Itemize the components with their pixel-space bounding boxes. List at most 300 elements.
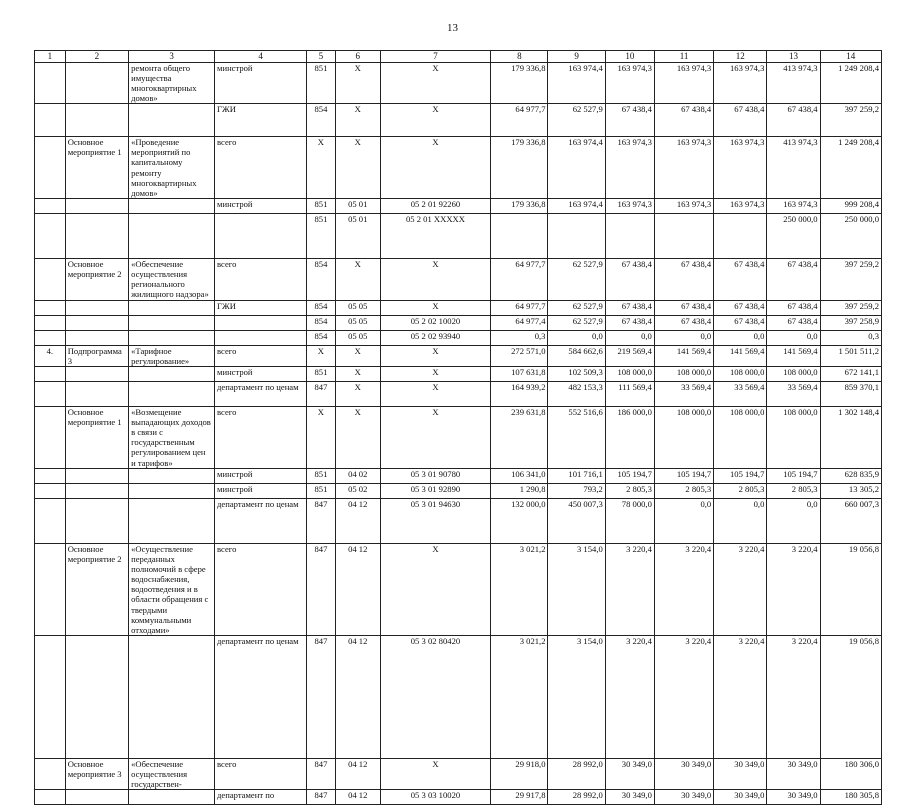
section-cell: 04 12 bbox=[335, 543, 380, 635]
amount-cell: 67 438,4 bbox=[714, 300, 767, 315]
row-number-cell bbox=[35, 498, 66, 543]
amount-cell: 105 194,7 bbox=[605, 468, 654, 483]
amount-cell: 107 631,8 bbox=[491, 366, 548, 381]
table-row bbox=[35, 104, 882, 137]
row-number-cell bbox=[35, 758, 66, 789]
executor-cell: департамент по ценам bbox=[215, 498, 307, 543]
amount-cell: 164 939,2 bbox=[491, 381, 548, 406]
section-cell: 05 05 bbox=[335, 315, 380, 330]
column-header: 2 bbox=[65, 51, 128, 63]
table-row bbox=[35, 381, 882, 406]
amount-cell: 3 021,2 bbox=[491, 543, 548, 635]
title-cell: «Обеспечение осуществления государствен- bbox=[129, 758, 215, 789]
row-number-cell bbox=[35, 214, 66, 259]
amount-cell: 1 249 208,4 bbox=[820, 62, 881, 104]
column-header: 6 bbox=[335, 51, 380, 63]
column-header: 7 bbox=[380, 51, 490, 63]
amount-cell: 2 805,3 bbox=[714, 483, 767, 498]
amount-cell: 30 349,0 bbox=[767, 790, 820, 805]
target-article-cell: 05 2 02 93940 bbox=[380, 330, 490, 345]
column-header: 9 bbox=[548, 51, 605, 63]
table-row bbox=[35, 137, 882, 199]
program-cell bbox=[65, 330, 128, 345]
amount-cell: 30 349,0 bbox=[605, 790, 654, 805]
amount-cell: 29 918,0 bbox=[491, 758, 548, 789]
row-number-cell bbox=[35, 300, 66, 315]
grbs-cell: 847 bbox=[307, 381, 336, 406]
amount-cell: 413 974,3 bbox=[767, 137, 820, 199]
target-article-cell: 05 2 01 92260 bbox=[380, 199, 490, 214]
row-number-cell bbox=[35, 366, 66, 381]
row-number-cell bbox=[35, 330, 66, 345]
program-cell bbox=[65, 483, 128, 498]
amount-cell: 0,0 bbox=[767, 330, 820, 345]
amount-cell: 108 000,0 bbox=[654, 406, 713, 468]
amount-cell: 3 154,0 bbox=[548, 635, 605, 758]
grbs-cell: 847 bbox=[307, 790, 336, 805]
section-cell: 04 12 bbox=[335, 498, 380, 543]
title-cell bbox=[129, 498, 215, 543]
section-cell: 05 05 bbox=[335, 330, 380, 345]
amount-cell: 179 336,8 bbox=[491, 137, 548, 199]
amount-cell bbox=[605, 214, 654, 259]
amount-cell: 250 000,0 bbox=[767, 214, 820, 259]
grbs-cell: 847 bbox=[307, 543, 336, 635]
executor-cell: всего bbox=[215, 137, 307, 199]
row-number-cell bbox=[35, 468, 66, 483]
title-cell: «Осуществление переданных полномочий в сфере водоснабжения, водоотведения и в области обращения с твердыми коммунальными отходами» bbox=[129, 543, 215, 635]
table-row bbox=[35, 345, 882, 366]
amount-cell bbox=[548, 214, 605, 259]
table-row bbox=[35, 483, 882, 498]
target-article-cell: X bbox=[380, 406, 490, 468]
amount-cell: 19 056,8 bbox=[820, 635, 881, 758]
row-number-cell bbox=[35, 381, 66, 406]
grbs-cell: 851 bbox=[307, 483, 336, 498]
section-cell: 05 02 bbox=[335, 483, 380, 498]
executor-cell: всего bbox=[215, 406, 307, 468]
table-row bbox=[35, 366, 882, 381]
title-cell: «Обеспечение осуществления регионального жилищного надзора» bbox=[129, 259, 215, 301]
amount-cell: 413 974,3 bbox=[767, 62, 820, 104]
amount-cell: 0,0 bbox=[654, 498, 713, 543]
amount-cell: 163 974,3 bbox=[605, 137, 654, 199]
program-cell bbox=[65, 381, 128, 406]
table-row bbox=[35, 758, 882, 789]
amount-cell: 102 509,3 bbox=[548, 366, 605, 381]
amount-cell: 163 974,3 bbox=[714, 62, 767, 104]
title-cell bbox=[129, 315, 215, 330]
amount-cell: 28 992,0 bbox=[548, 790, 605, 805]
amount-cell: 163 974,4 bbox=[548, 62, 605, 104]
grbs-cell: 851 bbox=[307, 468, 336, 483]
amount-cell: 67 438,4 bbox=[654, 259, 713, 301]
amount-cell: 67 438,4 bbox=[654, 104, 713, 137]
column-header: 4 bbox=[215, 51, 307, 63]
amount-cell: 180 305,8 bbox=[820, 790, 881, 805]
amount-cell: 163 974,3 bbox=[654, 199, 713, 214]
program-cell: Основное мероприятие 2 bbox=[65, 259, 128, 301]
column-number-row bbox=[35, 51, 882, 63]
table-row bbox=[35, 498, 882, 543]
table-row bbox=[35, 214, 882, 259]
amount-cell: 30 349,0 bbox=[654, 758, 713, 789]
amount-cell: 0,3 bbox=[491, 330, 548, 345]
amount-cell: 33 569,4 bbox=[714, 381, 767, 406]
amount-cell: 13 305,2 bbox=[820, 483, 881, 498]
amount-cell: 62 527,9 bbox=[548, 300, 605, 315]
amount-cell: 105 194,7 bbox=[654, 468, 713, 483]
executor-cell: департамент по bbox=[215, 790, 307, 805]
title-cell bbox=[129, 483, 215, 498]
amount-cell: 108 000,0 bbox=[767, 406, 820, 468]
grbs-cell: X bbox=[307, 406, 336, 468]
page-number: 13 bbox=[447, 22, 458, 34]
amount-cell: 628 835,9 bbox=[820, 468, 881, 483]
target-article-cell: 05 3 02 80420 bbox=[380, 635, 490, 758]
grbs-cell: 847 bbox=[307, 498, 336, 543]
target-article-cell: 05 2 01 XXXXX bbox=[380, 214, 490, 259]
row-number-cell bbox=[35, 62, 66, 104]
amount-cell: 2 805,3 bbox=[605, 483, 654, 498]
table-row bbox=[35, 543, 882, 635]
amount-cell: 660 007,3 bbox=[820, 498, 881, 543]
grbs-cell: 854 bbox=[307, 300, 336, 315]
amount-cell: 28 992,0 bbox=[548, 758, 605, 789]
section-cell: X bbox=[335, 381, 380, 406]
amount-cell: 1 249 208,4 bbox=[820, 137, 881, 199]
target-article-cell: X bbox=[380, 758, 490, 789]
title-cell: ремонта общего имущества многоквартирных домов» bbox=[129, 62, 215, 104]
amount-cell: 180 306,0 bbox=[820, 758, 881, 789]
table-row bbox=[35, 330, 882, 345]
target-article-cell: X bbox=[380, 259, 490, 301]
section-cell: X bbox=[335, 104, 380, 137]
amount-cell: 67 438,4 bbox=[767, 259, 820, 301]
title-cell: «Возмещение выпадающих доходов в связи с государственным регулированием цен и тарифов» bbox=[129, 406, 215, 468]
title-cell bbox=[129, 381, 215, 406]
amount-cell: 108 000,0 bbox=[654, 366, 713, 381]
program-cell bbox=[65, 498, 128, 543]
title-cell bbox=[129, 366, 215, 381]
amount-cell: 163 974,3 bbox=[654, 137, 713, 199]
amount-cell: 33 569,4 bbox=[767, 381, 820, 406]
table-row bbox=[35, 635, 882, 758]
amount-cell: 111 569,4 bbox=[605, 381, 654, 406]
target-article-cell: X bbox=[380, 104, 490, 137]
target-article-cell: X bbox=[380, 381, 490, 406]
program-cell: Основное мероприятие 3 bbox=[65, 758, 128, 789]
amount-cell: 3 220,4 bbox=[714, 635, 767, 758]
grbs-cell: 854 bbox=[307, 259, 336, 301]
table-row bbox=[35, 790, 882, 805]
row-number-cell bbox=[35, 483, 66, 498]
amount-cell: 19 056,8 bbox=[820, 543, 881, 635]
amount-cell bbox=[654, 214, 713, 259]
amount-cell: 67 438,4 bbox=[714, 315, 767, 330]
amount-cell: 272 571,0 bbox=[491, 345, 548, 366]
amount-cell: 163 974,3 bbox=[714, 199, 767, 214]
amount-cell: 3 220,4 bbox=[605, 543, 654, 635]
column-header: 3 bbox=[129, 51, 215, 63]
section-cell: 04 02 bbox=[335, 468, 380, 483]
title-cell: «Тарифное регулирование» bbox=[129, 345, 215, 366]
amount-cell: 163 974,3 bbox=[605, 62, 654, 104]
amount-cell: 552 516,6 bbox=[548, 406, 605, 468]
grbs-cell: 851 bbox=[307, 62, 336, 104]
amount-cell bbox=[714, 214, 767, 259]
amount-cell: 30 349,0 bbox=[714, 758, 767, 789]
program-cell bbox=[65, 300, 128, 315]
amount-cell: 163 974,3 bbox=[714, 137, 767, 199]
grbs-cell: 851 bbox=[307, 214, 336, 259]
column-header: 10 bbox=[605, 51, 654, 63]
amount-cell: 29 917,8 bbox=[491, 790, 548, 805]
executor-cell: минстрой bbox=[215, 468, 307, 483]
section-cell: 04 12 bbox=[335, 635, 380, 758]
column-header: 13 bbox=[767, 51, 820, 63]
program-cell: Основное мероприятие 2 bbox=[65, 543, 128, 635]
executor-cell: всего bbox=[215, 758, 307, 789]
executor-cell: ГЖИ bbox=[215, 300, 307, 315]
amount-cell: 30 349,0 bbox=[767, 758, 820, 789]
target-article-cell: 05 3 01 92890 bbox=[380, 483, 490, 498]
amount-cell: 67 438,4 bbox=[605, 300, 654, 315]
section-cell: 05 01 bbox=[335, 199, 380, 214]
program-cell bbox=[65, 62, 128, 104]
section-cell: X bbox=[335, 366, 380, 381]
program-cell bbox=[65, 468, 128, 483]
column-header: 8 bbox=[491, 51, 548, 63]
program-cell bbox=[65, 315, 128, 330]
section-cell: 05 01 bbox=[335, 214, 380, 259]
section-cell: 04 12 bbox=[335, 758, 380, 789]
grbs-cell: 854 bbox=[307, 315, 336, 330]
executor-cell bbox=[215, 330, 307, 345]
title-cell bbox=[129, 104, 215, 137]
amount-cell: 2 805,3 bbox=[654, 483, 713, 498]
executor-cell bbox=[215, 315, 307, 330]
amount-cell: 30 349,0 bbox=[714, 790, 767, 805]
amount-cell: 163 974,4 bbox=[548, 199, 605, 214]
target-article-cell: X bbox=[380, 366, 490, 381]
amount-cell: 141 569,4 bbox=[714, 345, 767, 366]
program-cell bbox=[65, 790, 128, 805]
row-number-cell bbox=[35, 543, 66, 635]
amount-cell: 0,0 bbox=[714, 330, 767, 345]
title-cell bbox=[129, 330, 215, 345]
grbs-cell: 851 bbox=[307, 199, 336, 214]
row-number-cell bbox=[35, 406, 66, 468]
section-cell: 04 12 bbox=[335, 790, 380, 805]
row-number-cell bbox=[35, 315, 66, 330]
title-cell bbox=[129, 300, 215, 315]
column-header: 5 bbox=[307, 51, 336, 63]
title-cell bbox=[129, 635, 215, 758]
section-cell: X bbox=[335, 137, 380, 199]
amount-cell: 67 438,4 bbox=[605, 104, 654, 137]
section-cell: X bbox=[335, 345, 380, 366]
amount-cell: 1 290,8 bbox=[491, 483, 548, 498]
column-header: 11 bbox=[654, 51, 713, 63]
row-number-cell bbox=[35, 259, 66, 301]
amount-cell: 397 259,2 bbox=[820, 104, 881, 137]
target-article-cell: X bbox=[380, 345, 490, 366]
row-number-cell bbox=[35, 199, 66, 214]
amount-cell: 141 569,4 bbox=[767, 345, 820, 366]
grbs-cell: 854 bbox=[307, 330, 336, 345]
amount-cell bbox=[491, 214, 548, 259]
column-header: 1 bbox=[35, 51, 66, 63]
amount-cell: 78 000,0 bbox=[605, 498, 654, 543]
amount-cell: 397 258,9 bbox=[820, 315, 881, 330]
row-number-cell bbox=[35, 635, 66, 758]
amount-cell: 179 336,8 bbox=[491, 199, 548, 214]
amount-cell: 141 569,4 bbox=[654, 345, 713, 366]
target-article-cell: X bbox=[380, 543, 490, 635]
target-article-cell: 05 2 02 10020 bbox=[380, 315, 490, 330]
amount-cell: 859 370,1 bbox=[820, 381, 881, 406]
amount-cell: 62 527,9 bbox=[548, 259, 605, 301]
target-article-cell: 05 3 01 90780 bbox=[380, 468, 490, 483]
amount-cell: 101 716,1 bbox=[548, 468, 605, 483]
program-cell: Основное мероприятие 1 bbox=[65, 406, 128, 468]
amount-cell: 67 438,4 bbox=[767, 315, 820, 330]
amount-cell: 2 805,3 bbox=[767, 483, 820, 498]
title-cell bbox=[129, 214, 215, 259]
amount-cell: 30 349,0 bbox=[605, 758, 654, 789]
program-cell: Подпрограмма 3 bbox=[65, 345, 128, 366]
amount-cell: 999 208,4 bbox=[820, 199, 881, 214]
executor-cell: департамент по ценам bbox=[215, 635, 307, 758]
amount-cell: 239 631,8 bbox=[491, 406, 548, 468]
amount-cell: 67 438,4 bbox=[605, 315, 654, 330]
amount-cell: 105 194,7 bbox=[714, 468, 767, 483]
amount-cell: 163 974,3 bbox=[767, 199, 820, 214]
column-header: 12 bbox=[714, 51, 767, 63]
amount-cell: 0,0 bbox=[767, 498, 820, 543]
amount-cell: 3 220,4 bbox=[767, 635, 820, 758]
table-row bbox=[35, 62, 882, 104]
grbs-cell: 854 bbox=[307, 104, 336, 137]
row-number-cell: 4. bbox=[35, 345, 66, 366]
amount-cell: 64 977,7 bbox=[491, 259, 548, 301]
amount-cell: 67 438,4 bbox=[605, 259, 654, 301]
amount-cell: 250 000,0 bbox=[820, 214, 881, 259]
program-cell bbox=[65, 214, 128, 259]
amount-cell: 3 220,4 bbox=[767, 543, 820, 635]
grbs-cell: X bbox=[307, 137, 336, 199]
amount-cell: 3 154,0 bbox=[548, 543, 605, 635]
title-cell bbox=[129, 790, 215, 805]
amount-cell: 132 000,0 bbox=[491, 498, 548, 543]
target-article-cell: X bbox=[380, 300, 490, 315]
amount-cell: 163 974,3 bbox=[654, 62, 713, 104]
title-cell: «Проведение мероприятий по капитальному ремонту многоквартирных домов» bbox=[129, 137, 215, 199]
program-cell bbox=[65, 635, 128, 758]
amount-cell: 3 021,2 bbox=[491, 635, 548, 758]
executor-cell: департамент по ценам bbox=[215, 381, 307, 406]
row-number-cell bbox=[35, 790, 66, 805]
amount-cell: 0,3 bbox=[820, 330, 881, 345]
table-row bbox=[35, 300, 882, 315]
amount-cell: 67 438,4 bbox=[654, 315, 713, 330]
executor-cell: всего bbox=[215, 345, 307, 366]
amount-cell: 106 341,0 bbox=[491, 468, 548, 483]
grbs-cell: 847 bbox=[307, 635, 336, 758]
amount-cell: 0,0 bbox=[654, 330, 713, 345]
section-cell: X bbox=[335, 259, 380, 301]
amount-cell: 67 438,4 bbox=[654, 300, 713, 315]
grbs-cell: X bbox=[307, 345, 336, 366]
budget-table bbox=[34, 50, 882, 805]
table-row bbox=[35, 406, 882, 468]
amount-cell: 3 220,4 bbox=[654, 635, 713, 758]
row-number-cell bbox=[35, 104, 66, 137]
section-cell: 05 05 bbox=[335, 300, 380, 315]
table-body bbox=[35, 62, 882, 805]
target-article-cell: X bbox=[380, 137, 490, 199]
amount-cell: 67 438,4 bbox=[767, 300, 820, 315]
amount-cell: 450 007,3 bbox=[548, 498, 605, 543]
grbs-cell: 851 bbox=[307, 366, 336, 381]
amount-cell: 30 349,0 bbox=[654, 790, 713, 805]
table-row bbox=[35, 315, 882, 330]
amount-cell: 3 220,4 bbox=[654, 543, 713, 635]
program-cell bbox=[65, 366, 128, 381]
amount-cell: 0,0 bbox=[605, 330, 654, 345]
executor-cell bbox=[215, 214, 307, 259]
amount-cell: 163 974,3 bbox=[605, 199, 654, 214]
section-cell: X bbox=[335, 62, 380, 104]
section-cell: X bbox=[335, 406, 380, 468]
amount-cell: 397 259,2 bbox=[820, 300, 881, 315]
table-row bbox=[35, 259, 882, 301]
target-article-cell: 05 3 03 10020 bbox=[380, 790, 490, 805]
executor-cell: минстрой bbox=[215, 366, 307, 381]
executor-cell: минстрой bbox=[215, 483, 307, 498]
amount-cell: 108 000,0 bbox=[714, 366, 767, 381]
amount-cell: 108 000,0 bbox=[714, 406, 767, 468]
grbs-cell: 847 bbox=[307, 758, 336, 789]
amount-cell: 64 977,4 bbox=[491, 315, 548, 330]
row-number-cell bbox=[35, 137, 66, 199]
amount-cell: 3 220,4 bbox=[605, 635, 654, 758]
amount-cell: 64 977,7 bbox=[491, 300, 548, 315]
program-cell bbox=[65, 104, 128, 137]
amount-cell: 0,0 bbox=[548, 330, 605, 345]
amount-cell: 108 000,0 bbox=[767, 366, 820, 381]
target-article-cell: 05 3 01 94630 bbox=[380, 498, 490, 543]
amount-cell: 1 302 148,4 bbox=[820, 406, 881, 468]
amount-cell: 62 527,9 bbox=[548, 315, 605, 330]
amount-cell: 179 336,8 bbox=[491, 62, 548, 104]
amount-cell: 67 438,4 bbox=[714, 104, 767, 137]
executor-cell: минстрой bbox=[215, 62, 307, 104]
amount-cell: 67 438,4 bbox=[767, 104, 820, 137]
amount-cell: 219 569,4 bbox=[605, 345, 654, 366]
column-header: 14 bbox=[820, 51, 881, 63]
executor-cell: всего bbox=[215, 543, 307, 635]
amount-cell: 793,2 bbox=[548, 483, 605, 498]
amount-cell: 482 153,3 bbox=[548, 381, 605, 406]
amount-cell: 0,0 bbox=[714, 498, 767, 543]
table-row bbox=[35, 199, 882, 214]
table-row bbox=[35, 468, 882, 483]
amount-cell: 584 662,6 bbox=[548, 345, 605, 366]
title-cell bbox=[129, 199, 215, 214]
target-article-cell: X bbox=[380, 62, 490, 104]
